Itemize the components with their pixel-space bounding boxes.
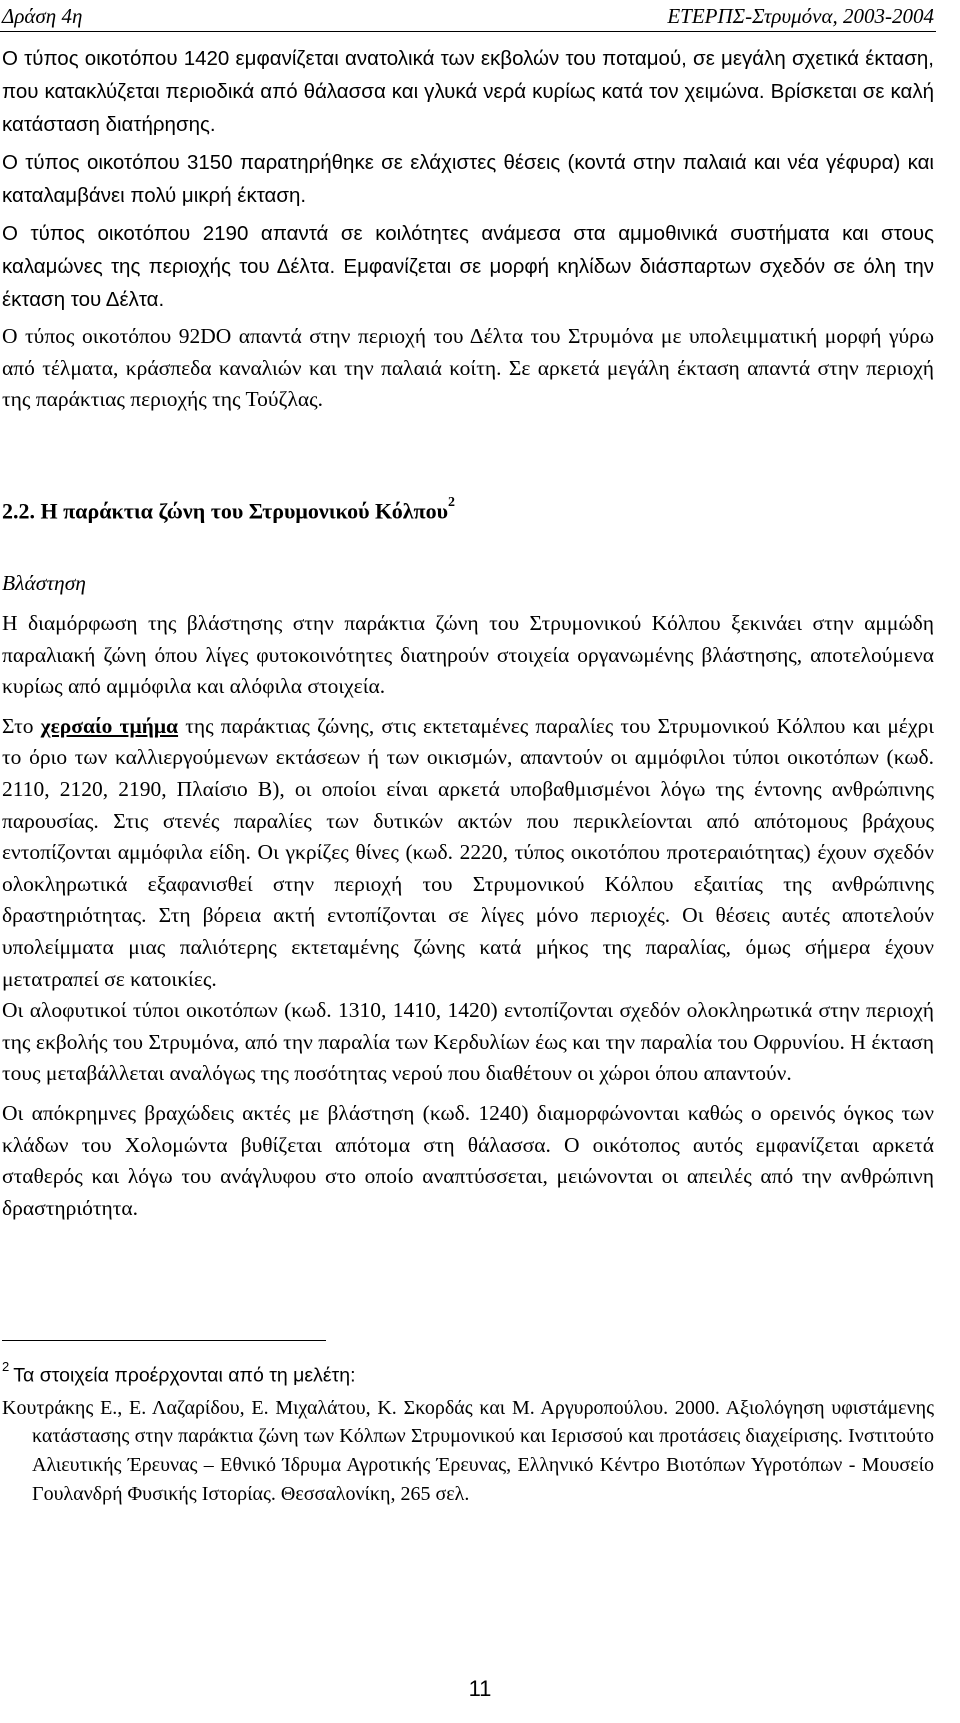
footnote-marker: 2 xyxy=(2,1359,10,1374)
paragraph-2190: Ο τύπος οικοτόπου 2190 απαντά σε κοιλότητες ανάμεσα στα αμμοθινικά συστήματα και στους καλαμώνες της περιοχής του Δέλτα. Εμφανίζεται σε μορφή κηλίδων διάσπαρτων σχεδόν σε όλη την έκταση του Δέλτα. xyxy=(2,222,934,311)
body-paragraph-2-lead: Στο xyxy=(2,713,41,738)
emphasis-terrestrial-part: χερσαίο τμήμα xyxy=(40,713,179,738)
running-header xyxy=(0,4,960,34)
footnote-rule xyxy=(2,1340,326,1341)
page-number: 11 xyxy=(468,1676,492,1701)
paragraph-3150: Ο τύπος οικοτόπου 3150 παρατηρήθηκε σε ελάχιστες θέσεις (κοντά στην παλαιά και νέα γέφυρα) και καταλαμβάνει πολύ μικρή έκταση. xyxy=(2,151,934,207)
section-heading-footnote-marker: 2 xyxy=(448,494,456,510)
paragraph-1420: Ο τύπος οικοτόπου 1420 εμφανίζεται ανατολικά των εκβολών του ποταμού, σε μεγάλη σχετικά έκταση, που κατακλύζεται περιοδικά από θάλασσα και γλυκά νερά κυρίως κατά τον χειμώνα. Βρίσκεται σε καλή κατάσταση διατήρησης. xyxy=(2,47,934,136)
body-paragraph-1: Η διαμόρφωση της βλάστησης στην παράκτια ζώνη του Στρυμονικού Κόλπου ξεκινάει στην αμμώδη παραλιακή ζώνη όπου λίγες φυτοκοινότητες διατηρούν στοιχεία οργανωμένης βλάστησης, αποτελούμενα κυρίως από αμμόφιλα και αλόφιλα στοιχεία. xyxy=(2,611,934,699)
footnote-title xyxy=(2,1356,934,1390)
footnote xyxy=(2,1356,934,1509)
body-paragraph-4: Οι απόκρημνες βραχώδεις ακτές με βλάστηση (κωδ. 1240) διαμορφώνονται καθώς ο ορεινός όγκος των κλάδων του Χολομώντα βυθίζεται απότομα στη θάλασσα. Ο οικότοπος αυτός εμφανίζεται αρκετά σταθερός και λόγω του ανάγλυφου στο οποίο αναπτύσσεται, μειώνονται οι απειλές από την ανθρώπινη δραστηριότητα. xyxy=(2,1101,934,1220)
header-left: Δράση 4η xyxy=(2,4,83,28)
header-right: ΕΤΕΡΠΣ-Στρυμόνα, 2003-2004 xyxy=(667,4,934,28)
header-rule xyxy=(0,31,936,32)
subheading-vegetation: Βλάστηση xyxy=(2,571,86,596)
main-content xyxy=(2,42,934,1232)
footnote-reference: Κουτράκης Ε., Ε. Λαζαρίδου, Ε. Μιχαλάτου, Κ. Σκορδάς και Μ. Αργυροπούλου. 2000. Αξιολόγηση υφιστάμενης κατάστασης στην παράκτια ζώνη των Κόλπων Στρυμονικού και Ιερισσού και προτάσεις διαχείρισης. Ινστιτούτο Αλιευτικής Έρευνας – Εθνικό Ίδρυμα Αγροτικής Έρευνας, Ελληνικό Κέντρο Βιοτόπων Υγροτόπων - Μουσείο Γουλανδρή Φυσικής Ιστορίας. Θεσσαλονίκη, 265 σελ. xyxy=(2,1396,934,1505)
section-heading-text: 2.2. Η παράκτια ζώνη του Στρυμονικού Κόλπου xyxy=(2,498,449,524)
section-heading xyxy=(2,492,934,526)
body-paragraph-3: Οι αλοφυτικοί τύποι οικοτόπων (κωδ. 1310, 1410, 1420) εντοπίζονται σχεδόν ολοκληρωτικά στην περιοχή της εκβολής του Στρυμόνα, από την παραλία των Κερδυλίων έως και την παραλία του Οφρυνίου. Η έκταση τους μεταβάλλεται αναλόγως της ποσότητας νερού που διαθέτουν οι χώροι όπου απαντούν. xyxy=(2,998,934,1086)
paragraph-92do: Ο τύπος οικοτόπου 92DO απαντά στην περιοχή του Δέλτα του Στρυμόνα με υπολειμματική μορφή γύρω από τέλματα, κράσπεδα καναλιών και την παλαιά κοίτη. Σε αρκετά μεγάλη έκταση απαντά στην περιοχή της παράκτιας περιοχής της Τούζλας. xyxy=(2,324,934,412)
footnote-title-text: Τα στοιχεία προέρχονται από τη μελέτη: xyxy=(13,1364,356,1387)
body-paragraph-2-rest: της παράκτιας ζώνης, στις εκτεταμένες παραλίες του Στρυμονικού Κόλπου και μέχρι το όριο των καλλιεργούμενων εκτάσεων ή των οικισμών, απαντούν οι αμμόφιλοι τύποι οικοτόπων (κωδ. 2110, 2120, 2190, Πλαίσιο Β), οι οποίοι είναι αρκετά υποβαθμισμένοι λόγω της έντονης ανθρώπινης παρουσίας. Στις στενές παραλίες των δυτικών ακτών που περικλείονται από απότομους βράχους εντοπίζονται αμμόφιλα είδη. Οι γκρίζες θίνες (κωδ. 2220, τύπος οικοτόπου προτεραιότητας) έχουν σχεδόν ολοκληρωτικά εξαφανισθεί στην περιοχή του Στρυμονικού Κόλπου εξαιτίας της ανθρώπινης δραστηριότητας. Στη βόρεια ακτή εντοπίζονται σε λίγες μόνο περιοχές. Οι θέσεις αυτές αποτελούν υπολείμματα μιας παλιότερης εκτεταμένης ζώνης κατά μήκος της παραλίας, όμως σήμερα έχουν μετατραπεί σε κατοικίες. xyxy=(2,713,935,991)
body-paragraph-2 xyxy=(2,711,934,995)
